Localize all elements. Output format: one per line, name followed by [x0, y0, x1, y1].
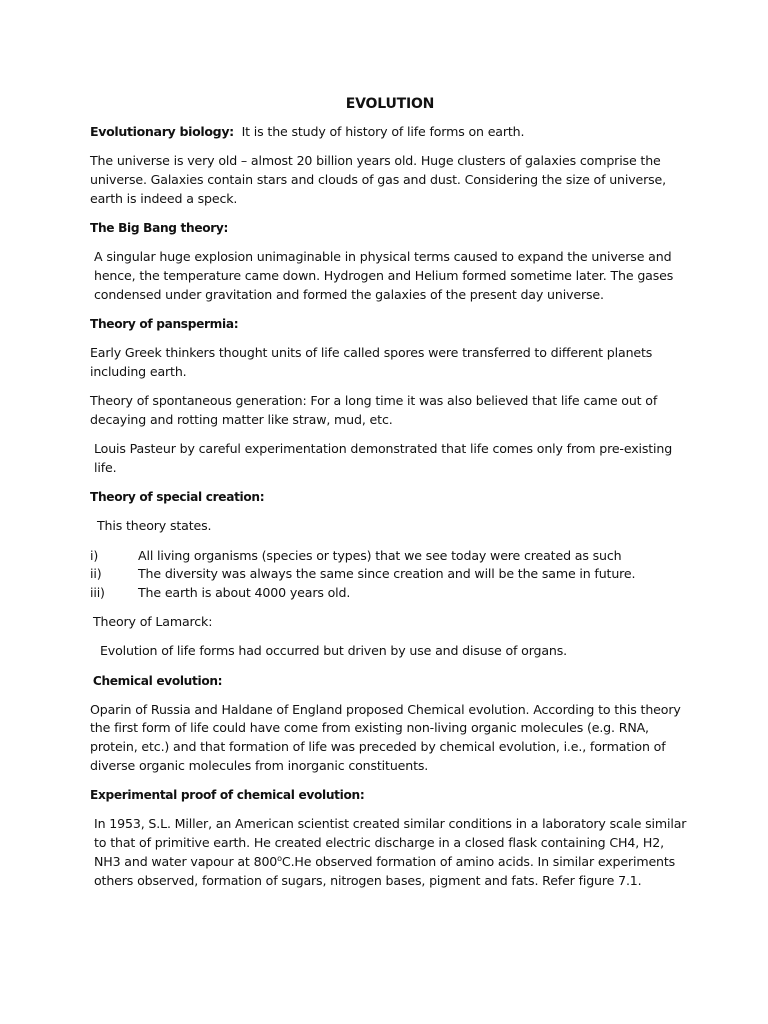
lamarck-paragraph: Evolution of life forms had occurred but driven by use and disuse of organs. — [100, 643, 568, 659]
list-item-number: iii) — [90, 585, 105, 601]
spontaneous-generation-paragraph: Theory of spontaneous generation: For a long time it was also believed that life came out of decaying and rotting matter like straw, mud, etc. — [90, 393, 658, 427]
chemical-evolution-paragraph: Oparin of Russia and Haldane of England proposed Chemical evolution. According to this theory the first form of life could have come from existing non-living organic molecules (e.g. RNA, protein, etc.) and that formation of life was preceded by chemical evolution, i.e., formation of diverse organic molecules from inorganic constituents. — [90, 701, 681, 774]
pasteur-paragraph: Louis Pasteur by careful experimentation demonstrated that life comes only from pre-existing life. — [94, 441, 673, 476]
degree-superscript: o — [277, 853, 282, 863]
experimental-proof-paragraph — [90, 815, 690, 890]
lamarck-heading: Theory of Lamarck: — [93, 614, 213, 630]
list-item — [90, 565, 690, 584]
list-item-number: ii) — [90, 566, 102, 582]
experimental-proof-text-before: In 1953, S.L. Miller, an American scientist created similar conditions in a laboratory scale similar to that of primitive earth. He created electric discharge in a closed flask containing CH4, H2, NH3 and water vapour at 800 — [94, 816, 687, 869]
big-bang-heading: The Big Bang theory: — [90, 221, 229, 237]
evolutionary-biology-paragraph — [90, 123, 690, 142]
universe-paragraph: The universe is very old – almost 20 billion years old. Huge clusters of galaxies comprise the universe. Galaxies contain stars and clouds of gas and dust. Considering the size of universe, earth is indeed a speck. — [90, 153, 667, 206]
special-creation-list — [90, 547, 690, 603]
list-item-text: The earth is about 4000 years old. — [138, 585, 351, 601]
chemical-evolution-heading: Chemical evolution: — [92, 673, 223, 689]
special-creation-heading: Theory of special creation: — [90, 490, 265, 506]
list-item — [90, 584, 690, 603]
special-creation-intro: This theory states. — [97, 518, 212, 534]
document-page — [90, 94, 690, 901]
list-item — [90, 547, 690, 566]
experimental-proof-heading: Experimental proof of chemical evolution: — [90, 788, 365, 804]
page-title: EVOLUTION — [345, 96, 435, 112]
list-item-text: The diversity was always the same since creation and will be the same in future. — [138, 566, 636, 582]
list-item-number: i) — [90, 547, 99, 563]
big-bang-paragraph: A singular huge explosion unimaginable in physical terms caused to expand the universe and hence, the temperature came down. Hydrogen and Helium formed sometime later. The gases condensed under gravitation and formed the galaxies of the present day universe. — [94, 249, 674, 302]
experimental-proof-text-after: C.He observed formation of amino acids. In similar experiments others observed, formation of sugars, nitrogen bases, pigment and fats. Refer figure 7.1. — [94, 853, 676, 888]
evolutionary-biology-text: It is the study of history of life forms on earth. — [233, 124, 525, 139]
panspermia-heading: Theory of panspermia: — [90, 317, 239, 333]
evolutionary-biology-label: Evolutionary biology: — [90, 124, 234, 139]
list-item-text: All living organisms (species or types) that we see today were created as such — [138, 547, 622, 563]
panspermia-paragraph: Early Greek thinkers thought units of life called spores were transferred to different planets including earth. — [90, 345, 653, 379]
